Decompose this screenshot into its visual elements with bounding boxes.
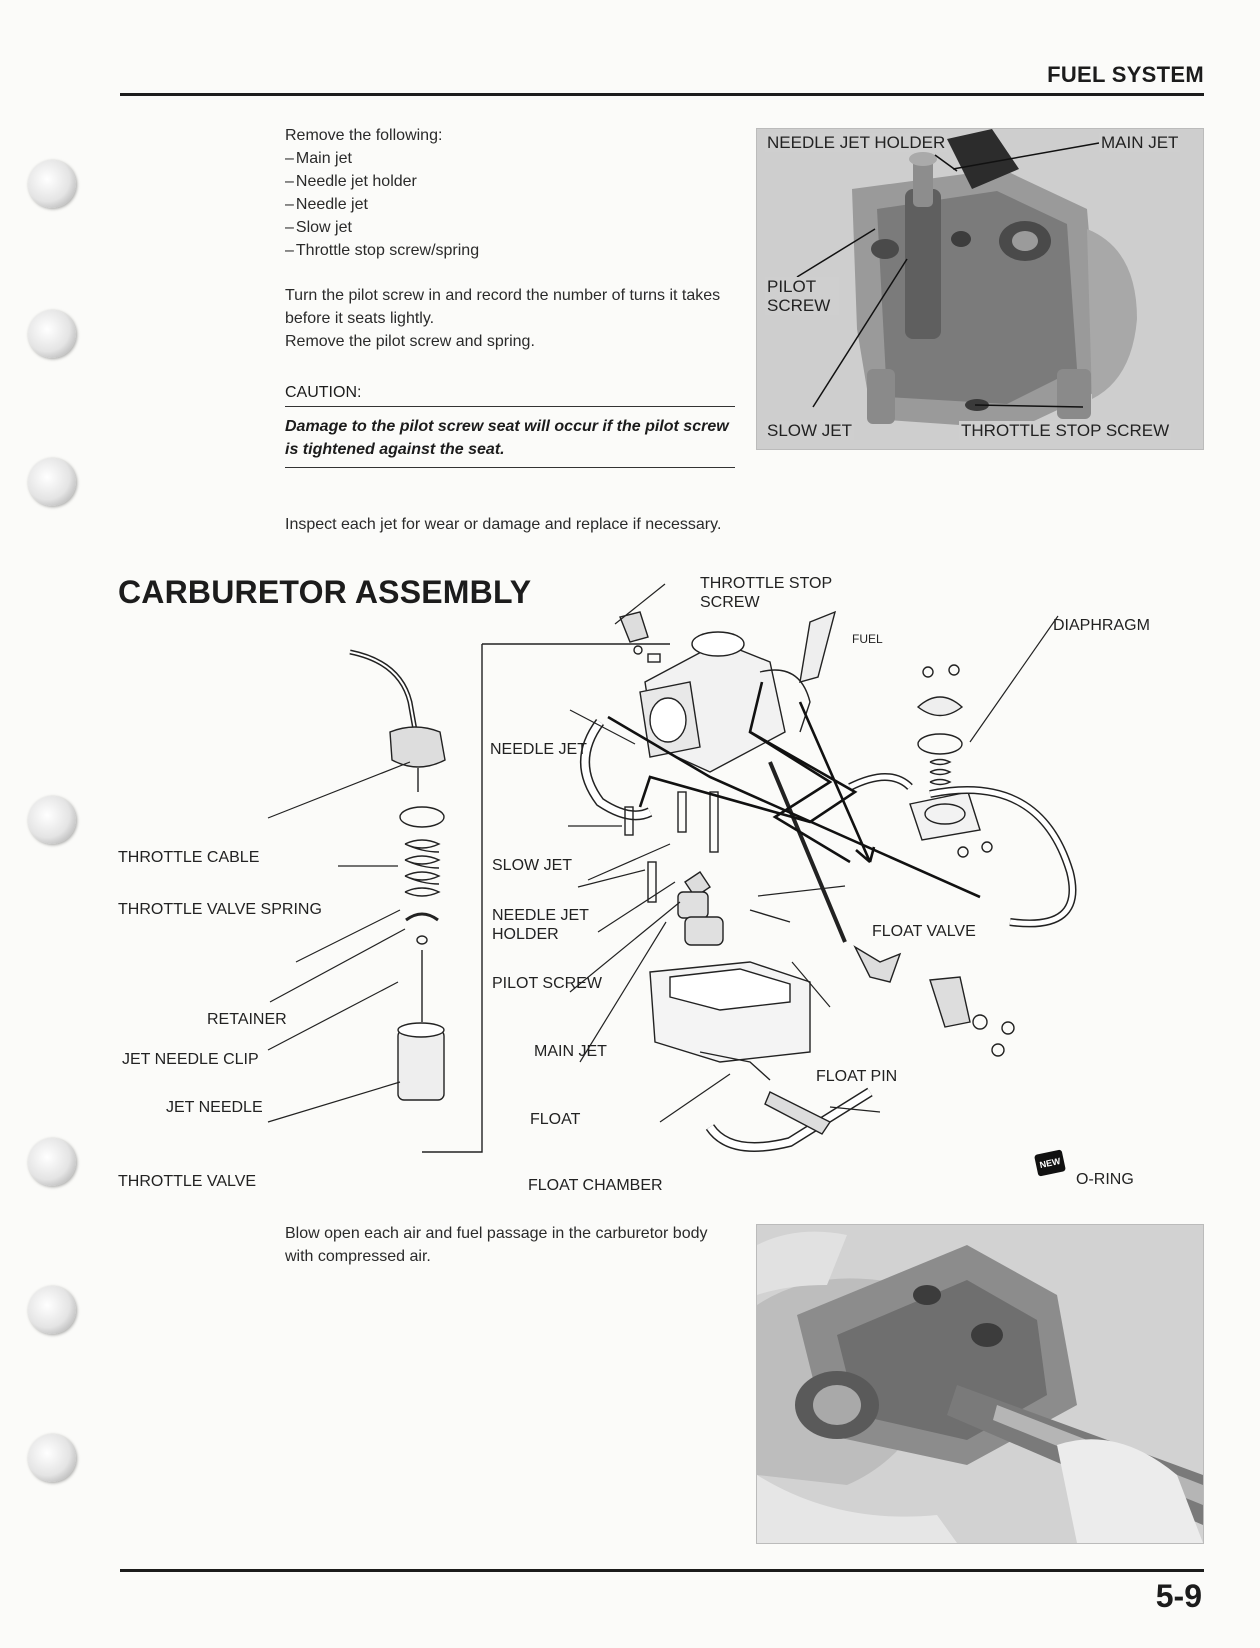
compressed-air-photo-illustration: [757, 1225, 1203, 1543]
caution-text: Damage to the pilot screw seat will occur if the pilot screw is tightened against the seat.: [285, 407, 735, 468]
label-fuel: FUEL: [852, 632, 883, 646]
binder-hole: [28, 458, 76, 506]
exploded-diagram-drawing: [110, 582, 1200, 1202]
section-header-title: FUEL SYSTEM: [1047, 62, 1204, 87]
label-float-chamber: FLOAT CHAMBER: [528, 1177, 663, 1194]
caution-label: CAUTION:: [285, 384, 735, 407]
list-item: – Main jet: [285, 147, 735, 170]
binder-hole: [28, 310, 76, 358]
label-float: FLOAT: [530, 1111, 581, 1128]
header-rule: [120, 93, 1204, 96]
label-slow-jet: SLOW JET: [492, 857, 573, 874]
list-item: – Slow jet: [285, 216, 735, 239]
label-throttle-cable: THROTTLE CABLE: [118, 849, 260, 866]
label-float-pin: FLOAT PIN: [816, 1068, 898, 1085]
label-needle-jet: NEEDLE JET: [490, 741, 587, 758]
label-needle-jet-holder: NEEDLE JET HOLDER: [492, 907, 589, 943]
page-number: 5-9: [1155, 1578, 1202, 1614]
carburetor-photo-top: [756, 128, 1204, 450]
compressed-air-photo: [756, 1224, 1204, 1544]
binder-hole: [28, 160, 76, 208]
removal-list: [285, 147, 735, 262]
intro-lead: Remove the following:: [285, 127, 443, 144]
photo-label-slow-jet: SLOW JET: [767, 421, 853, 440]
label-float-valve: FLOAT VALVE: [872, 923, 976, 940]
label-retainer: RETAINER: [207, 1011, 287, 1028]
label-throttle-valve-spring: THROTTLE VALVE SPRING: [118, 901, 322, 918]
photo-label-needle-jet-holder: NEEDLE JET HOLDER: [767, 133, 946, 152]
binder-hole: [28, 796, 76, 844]
inspect-text: Inspect each jet for wear or damage and replace if necessary.: [285, 516, 722, 533]
carburetor-exploded-diagram: [110, 575, 1200, 1202]
caution-box: [285, 384, 735, 468]
section-title: CARBURETOR ASSEMBLY: [118, 574, 532, 610]
label-o-ring: O-RING: [1076, 1171, 1134, 1188]
photo-label-throttle-stop-screw: THROTTLE STOP SCREW: [961, 421, 1170, 440]
label-diaphragm: DIAPHRAGM: [1053, 617, 1150, 634]
label-throttle-valve: THROTTLE VALVE: [118, 1173, 257, 1190]
binder-hole: [28, 1434, 76, 1482]
photo-label-pilot-screw: PILOT SCREW: [765, 277, 839, 315]
pilot-remove: Remove the pilot screw and spring.: [285, 333, 535, 350]
list-item: – Needle jet: [285, 193, 735, 216]
pilot-instructions: Turn the pilot screw in and record the number of turns it takes before it seats lightly.: [285, 287, 721, 327]
new-part-badge: NEW: [1034, 1149, 1066, 1176]
binder-hole: [28, 1286, 76, 1334]
label-pilot-screw: PILOT SCREW: [492, 975, 602, 992]
list-item: – Throttle stop screw/spring: [285, 239, 735, 262]
label-main-jet: MAIN JET: [534, 1043, 607, 1060]
label-jet-needle-clip: JET NEEDLE CLIP: [122, 1051, 259, 1068]
blow-text: Blow open each air and fuel passage in the carburetor body with compressed air.: [285, 1225, 708, 1265]
list-item: – Needle jet holder: [285, 170, 735, 193]
binder-hole: [28, 1138, 76, 1186]
label-jet-needle: JET NEEDLE: [166, 1099, 263, 1116]
intro-block: [285, 124, 735, 353]
footer-rule: [120, 1569, 1204, 1572]
photo-label-main-jet: MAIN JET: [1101, 133, 1179, 152]
label-throttle-stop-screw: THROTTLE STOP SCREW: [700, 575, 832, 611]
